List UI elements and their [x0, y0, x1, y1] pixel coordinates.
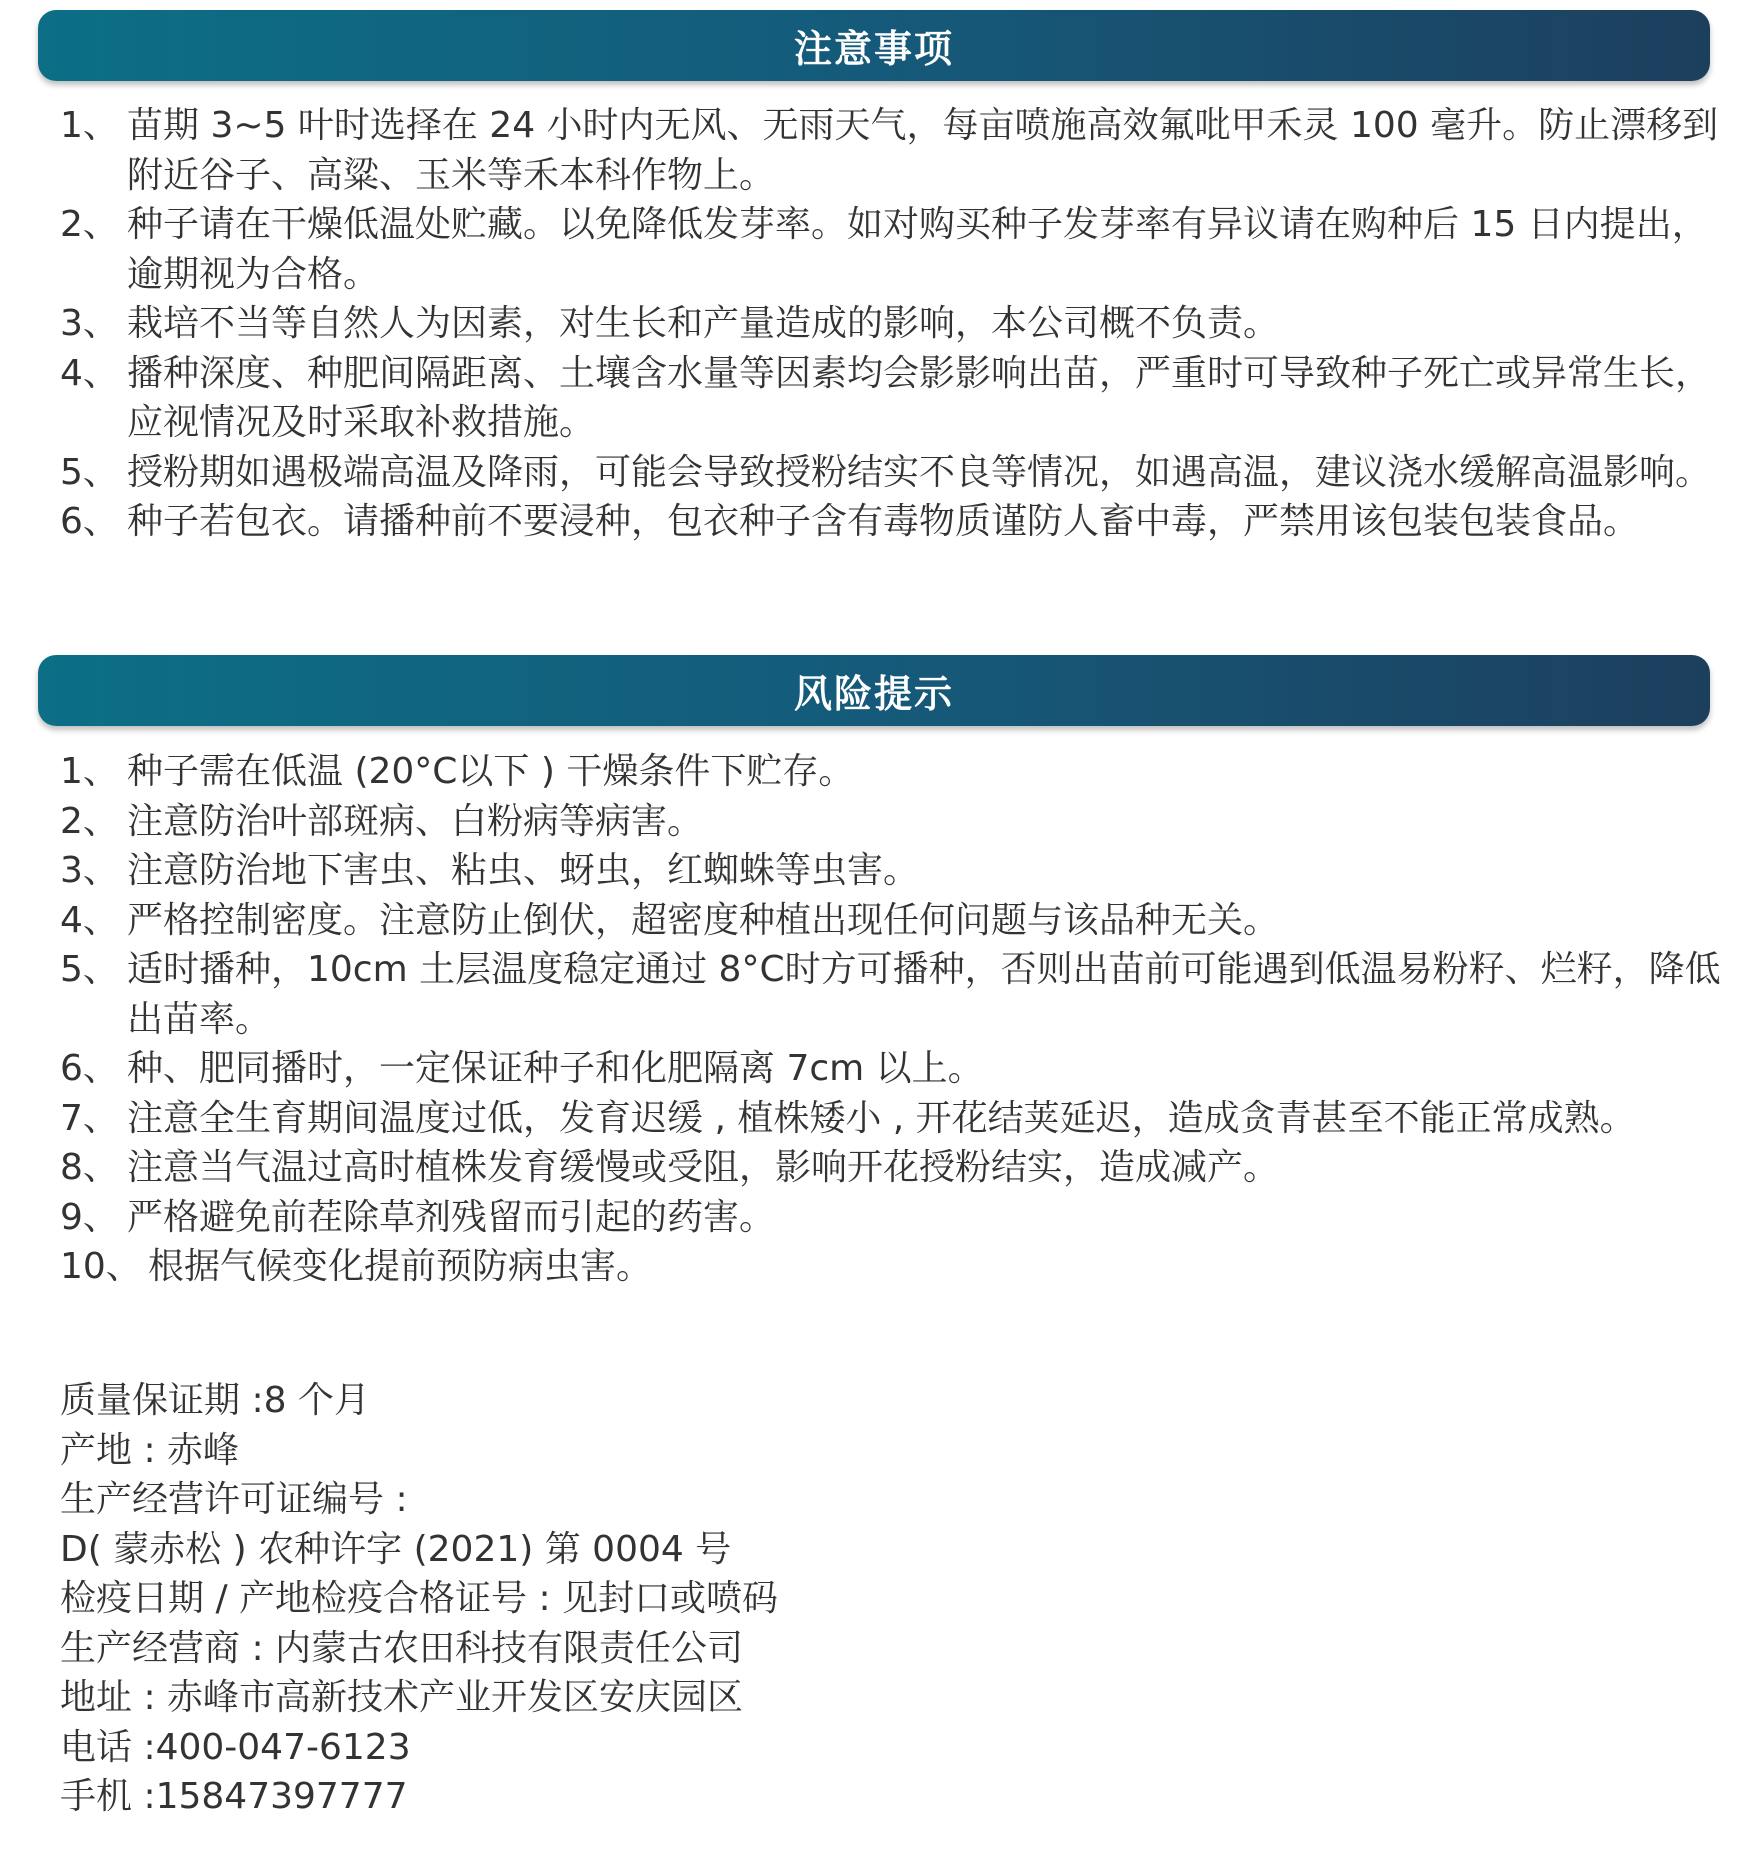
producer-name: 生产经营商 : 内蒙古农田科技有限责任公司 [60, 1627, 744, 1669]
list-item-text: 种、肥同播时，一定保证种子和化肥隔离 7cm 以上。 [127, 1048, 984, 1089]
list-item-text: 适时播种，10cm 土层温度稳定通过 8°C时方可播种，否则出苗前可能遇到低温易粉籽、烂籽，降低出苗率。 [127, 949, 1721, 1040]
risks-list-item [60, 896, 1725, 946]
list-item-number: 3、 [60, 850, 119, 891]
list-item-text: 注意全生育期间温度过低，发育迟缓 , 植株矮小 , 开花结荚延迟，造成贪青甚至不能正常成熟。 [127, 1097, 1636, 1139]
quarantine-info: 检疫日期 / 产地检疫合格证号 : 见封口或喷码 [60, 1578, 779, 1619]
risks-list-item [60, 1044, 1725, 1094]
list-item-text: 注意防治地下害虫、粘虫、蚜虫，红蜘蛛等虫害。 [127, 850, 920, 891]
place-of-origin: 产地 : 赤峰 [60, 1429, 240, 1471]
list-item-number: 6、 [60, 501, 119, 542]
phone-number: 电话 :400-047-6123 [60, 1726, 411, 1768]
risks-list-item [60, 945, 1725, 1044]
risks-list-item [60, 846, 1725, 896]
list-item-text: 授粉期如遇极端高温及降雨，可能会导致授粉结实不良等情况，如遇高温，建议浇水缓解高温影响。 [127, 451, 1712, 493]
notes-list [60, 101, 1725, 547]
notes-list-item [60, 349, 1725, 448]
risks-list [60, 747, 1725, 1292]
list-item-number: 10、 [60, 1246, 142, 1287]
list-item-number: 1、 [60, 105, 119, 146]
list-item-text: 种子请在干燥低温处贮藏。以免降低发芽率。如对购买种子发芽率有异议请在购种后 15 日内提出，逾期视为合格。 [127, 204, 1708, 295]
list-item-number: 2、 [60, 204, 119, 245]
list-item-text: 种子需在低温 (20°C以下 ) 干燥条件下贮存。 [127, 751, 855, 792]
risks-list-item [60, 1143, 1725, 1193]
list-item-text: 播种深度、种肥间隔距离、土壤含水量等因素均会影影响出苗，严重时可导致种子死亡或异常生长，应视情况及时采取补救措施。 [127, 352, 1712, 443]
risks-list-item [60, 1094, 1725, 1144]
list-item-number: 5、 [60, 949, 119, 990]
license-label: 生产经营许可证编号 : [60, 1479, 408, 1520]
list-item-number: 4、 [60, 899, 119, 941]
notes-list-item [60, 200, 1725, 299]
list-item-text: 注意防治叶部斑病、白粉病等病害。 [127, 800, 704, 842]
risks-section-title: 风险提示 [793, 672, 954, 716]
list-item-number: 5、 [60, 451, 119, 493]
notes-list-item [60, 101, 1725, 200]
notes-list-item [60, 497, 1725, 547]
list-item-number: 3、 [60, 303, 119, 344]
notes-list-item [60, 448, 1725, 498]
risks-list-item [60, 747, 1725, 797]
risks-list-item [60, 797, 1725, 847]
company-address: 地址 : 赤峰市高新技术产业开发区安庆园区 [60, 1677, 744, 1718]
list-item-text: 苗期 3~5 叶时选择在 24 小时内无风、无雨天气，每亩喷施高效氟吡甲禾灵 100 毫升。防止漂移到附近谷子、高粱、玉米等禾本科作物上。 [127, 105, 1719, 196]
notes-section-header [38, 10, 1710, 81]
list-item-number: 6、 [60, 1048, 119, 1089]
list-item-text: 注意当气温过高时植株发育缓慢或受阻，影响开花授粉结实，造成减产。 [127, 1147, 1280, 1188]
mobile-number: 手机 :15847397777 [60, 1776, 408, 1817]
list-item-number: 4、 [60, 352, 119, 394]
risks-list-item [60, 1242, 1725, 1292]
license-number: D( 蒙赤松 ) 农种许字 (2021) 第 0004 号 [60, 1528, 732, 1570]
notes-section-title: 注意事项 [793, 27, 954, 71]
product-info-block [60, 1376, 1725, 1822]
list-item-text: 栽培不当等自然人为因素，对生长和产量造成的影响，本公司概不负责。 [127, 303, 1280, 344]
notes-list-item [60, 299, 1725, 349]
list-item-number: 2、 [60, 800, 119, 842]
warranty-period: 质量保证期 :8 个月 [60, 1380, 370, 1421]
list-item-number: 1、 [60, 751, 119, 792]
list-item-text: 种子若包衣。请播种前不要浸种，包衣种子含有毒物质谨防人畜中毒，严禁用该包装包装食品。 [127, 501, 1640, 542]
list-item-number: 7、 [60, 1097, 119, 1139]
list-item-number: 8、 [60, 1147, 119, 1188]
list-item-text: 根据气候变化提前预防病虫害。 [148, 1246, 653, 1287]
list-item-text: 严格控制密度。注意防止倒伏，超密度种植出现任何问题与该品种无关。 [127, 899, 1280, 941]
risks-list-item [60, 1193, 1725, 1243]
list-item-number: 9、 [60, 1196, 119, 1238]
risks-section-header [38, 655, 1710, 726]
list-item-text: 严格避免前茬除草剂残留而引起的药害。 [127, 1196, 776, 1238]
